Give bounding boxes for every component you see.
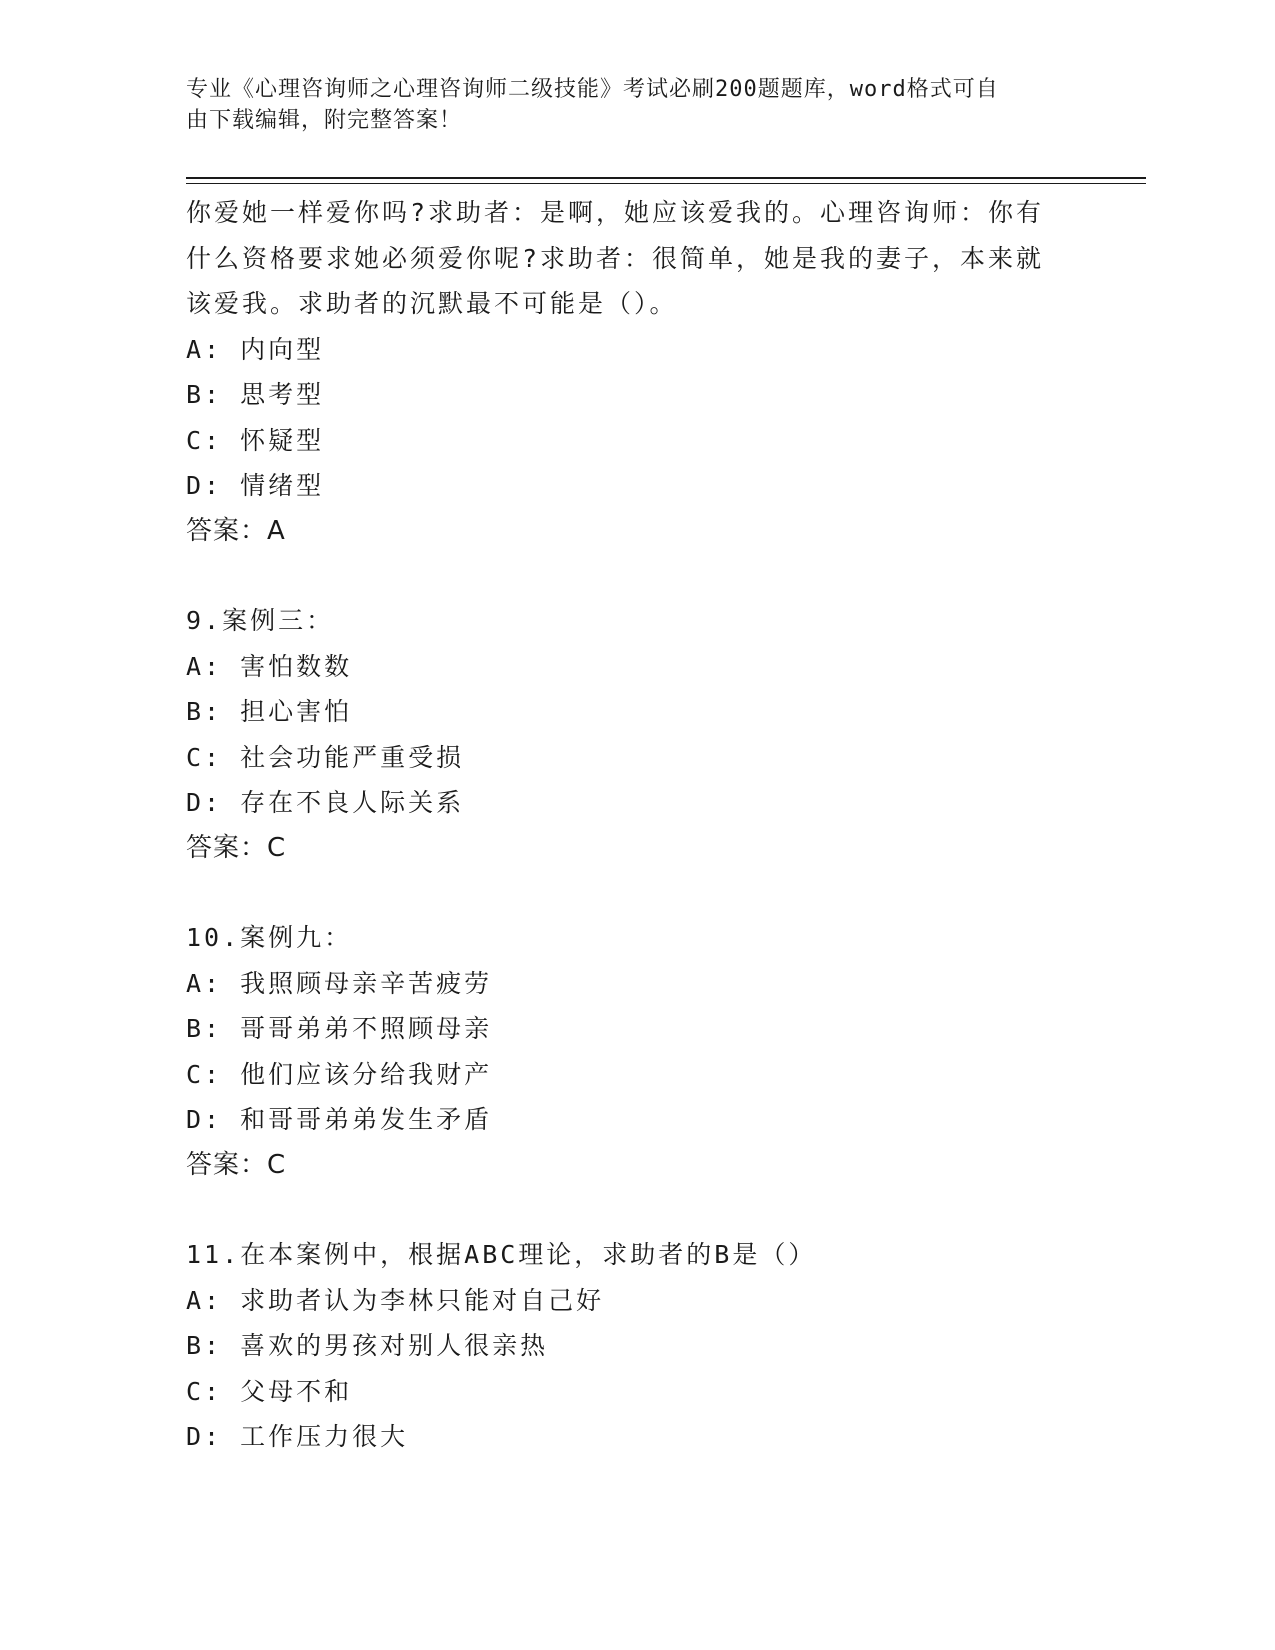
spacer — [186, 554, 1086, 598]
option-c: C: 父母不和 — [186, 1376, 353, 1406]
question-stem-line: 你爱她一样爱你吗?求助者：是啊，她应该爱我的。心理咨询师：你有 — [186, 198, 1045, 227]
header-line-1: 专业《心理咨询师之心理咨询师二级技能》考试必刷200题题库，word格式可自 — [186, 77, 999, 102]
question-stem: 11.在本案例中，根据ABC理论，求助者的B是（） — [186, 1240, 817, 1269]
option-a: A: 内向型 — [186, 334, 325, 364]
question-stem: 10.案例九： — [186, 923, 353, 952]
question-list — [186, 190, 1086, 1460]
question-stem-line: 该爱我。求助者的沉默最不可能是（）。 — [186, 289, 678, 318]
option-b: B: 哥哥弟弟不照顾母亲 — [186, 1014, 493, 1043]
answer-line: 答案：A — [186, 515, 286, 546]
answer-line: 答案：C — [186, 832, 287, 863]
question-9 — [186, 598, 1086, 871]
question-8 — [186, 190, 1086, 554]
question-10 — [186, 915, 1086, 1188]
spacer — [186, 871, 1086, 915]
option-d: D: 存在不良人际关系 — [186, 788, 465, 817]
header-line-2: 由下载编辑，附完整答案！ — [186, 108, 463, 133]
option-c: C: 社会功能严重受损 — [186, 742, 465, 772]
option-c: C: 怀疑型 — [186, 425, 325, 455]
question-stem: 9.案例三： — [186, 606, 335, 635]
option-a: A: 求助者认为李林只能对自己好 — [186, 1285, 605, 1315]
option-b: B: 思考型 — [186, 380, 325, 409]
header-rule-thin — [186, 183, 1146, 184]
option-a: A: 害怕数数 — [186, 651, 353, 681]
spacer — [186, 1188, 1086, 1232]
option-b: B: 喜欢的男孩对别人很亲热 — [186, 1331, 549, 1360]
option-d: D: 和哥哥弟弟发生矛盾 — [186, 1105, 493, 1134]
option-d: D: 情绪型 — [186, 471, 325, 500]
option-b: B: 担心害怕 — [186, 697, 353, 726]
question-stem-line: 什么资格要求她必须爱你呢?求助者：很简单，她是我的妻子，本来就 — [186, 243, 1045, 273]
option-d: D: 工作压力很大 — [186, 1422, 409, 1451]
option-c: C: 他们应该分给我财产 — [186, 1059, 493, 1089]
option-a: A: 我照顾母亲辛苦疲劳 — [186, 968, 493, 998]
answer-line: 答案：C — [186, 1149, 287, 1180]
header-rule-thick — [186, 177, 1146, 179]
question-11 — [186, 1232, 1086, 1460]
document-header — [186, 74, 1066, 136]
